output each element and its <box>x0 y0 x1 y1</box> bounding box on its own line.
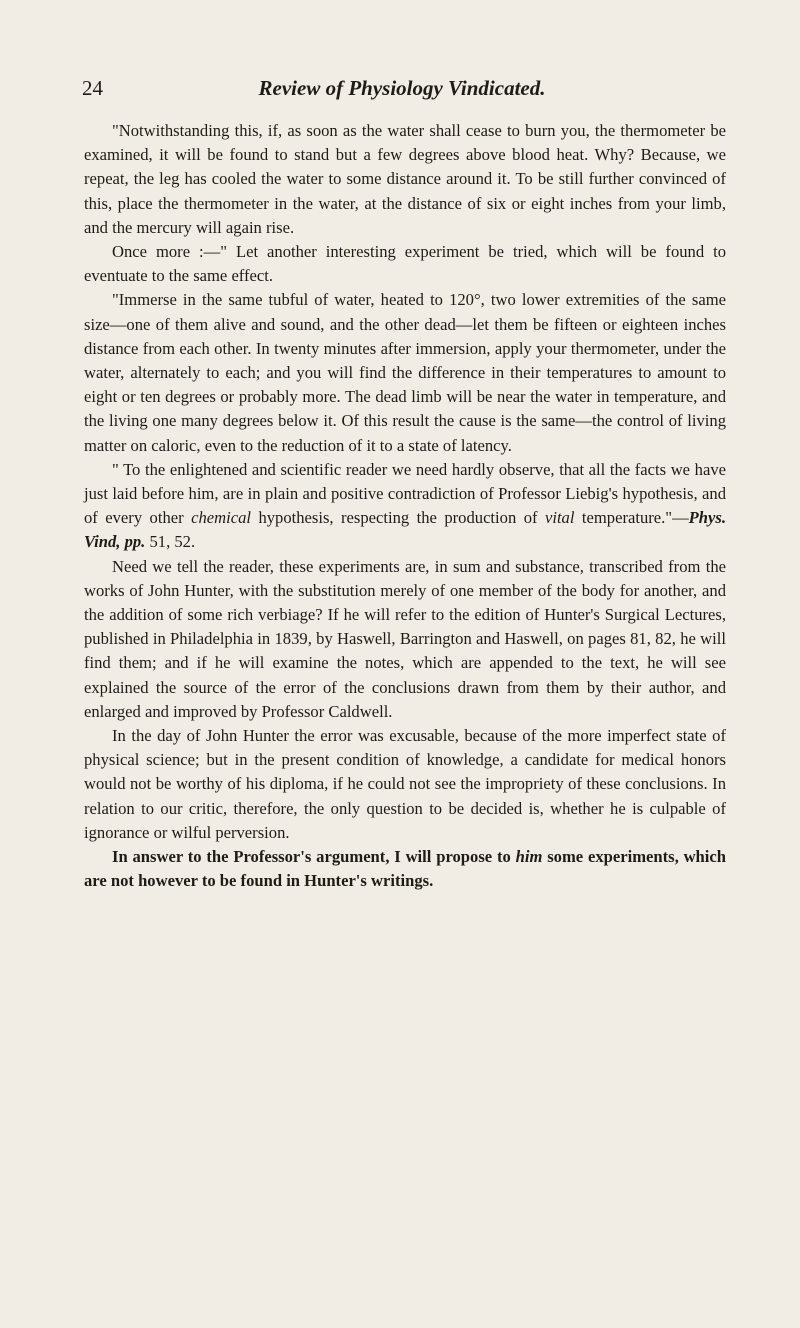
page-number: 24 <box>82 76 103 100</box>
paragraph-4-text: " To the enlightened and scientific reader we need hardly observe, that all the facts we have just laid before him, are in plain and positive contradiction of Professor Liebig's hypothesis, and of every other <box>84 459 726 528</box>
paragraph-7-text: In answer to the Professor's argument, I will propose to <box>112 847 516 867</box>
paragraph-5: Need we tell the reader, these experiments are, in sum and substance, transcribed from the works of John Hunter, with the substitution merely of one member of the body for another, and the addition of some rich verbiage? If he will refer to the edition of Hunter's Surgical Lectures, published in Philadelphia in 1839, by Haswell, Barrington and Haswell, on pages 81, 82, he will find them; and if he will examine the notes, which are appended to the text, he will see explained the source of the error of the conclusions drawn from them by their author, and enlarged and improved by Professor Caldwell. <box>84 556 726 721</box>
page-header <box>82 76 722 106</box>
running-title: Review of Physiology Vindicated. <box>258 76 546 100</box>
paragraph-7 <box>84 845 726 893</box>
paragraph-3: "Immerse in the same tubful of water, heated to 120°, two lower extremities of the same size—one of them alive and sound, and the other dead—let them be fifteen or eighteen inches distance from each other. In twenty minutes after immersion, apply your thermometer, under the water, alternately to each; and you will find the difference in their temperatures to amount to eight or ten degrees or probably more. The dead limb will be near the water in temperature, and the living one many degrees below it. Of this result the cause is the same—the control of living matter on caloric, even to the reduction of it to a state of latency. <box>84 290 726 455</box>
body-text <box>84 119 726 894</box>
paragraph-7-text: some experiments, which are not however to be found in Hunter's writings. <box>84 847 726 891</box>
paragraph-4-text: temperature."— <box>574 508 689 528</box>
paragraph-6: In the day of John Hunter the error was excusable, because of the more imperfect state of physical science; but in the present condition of knowledge, a candidate for medical honors would not be worthy of his diploma, if he could not see the impropriety of these conclusions. In relation to our critic, therefore, the only question to be decided is, whether he is culpable of ignorance or wilful perversion. <box>84 726 726 842</box>
citation-pages: 51, 52. <box>145 532 196 552</box>
emphasis-vital: vital <box>544 508 575 528</box>
paragraph-4 <box>84 458 726 555</box>
emphasis-him: him <box>515 847 543 867</box>
citation: Phys. Vind, pp. <box>84 508 727 552</box>
paragraph-4-text: hypothesis, respecting the production of <box>251 508 545 528</box>
emphasis-chemical: chemical <box>191 508 251 528</box>
paragraph-2: Once more :—" Let another interesting experiment be tried, which will be found to eventuate to the same effect. <box>84 242 726 286</box>
paragraph-1: "Notwithstanding this, if, as soon as the water shall cease to burn you, the thermometer be examined, it will be found to stand but a few degrees above blood heat. Why? Because, we repeat, the leg has cooled the water to some distance around it. To be still further convinced of this, place the thermometer in the water, at the distance of six or eight inches from your limb, and the mercury will again rise. <box>84 121 726 237</box>
